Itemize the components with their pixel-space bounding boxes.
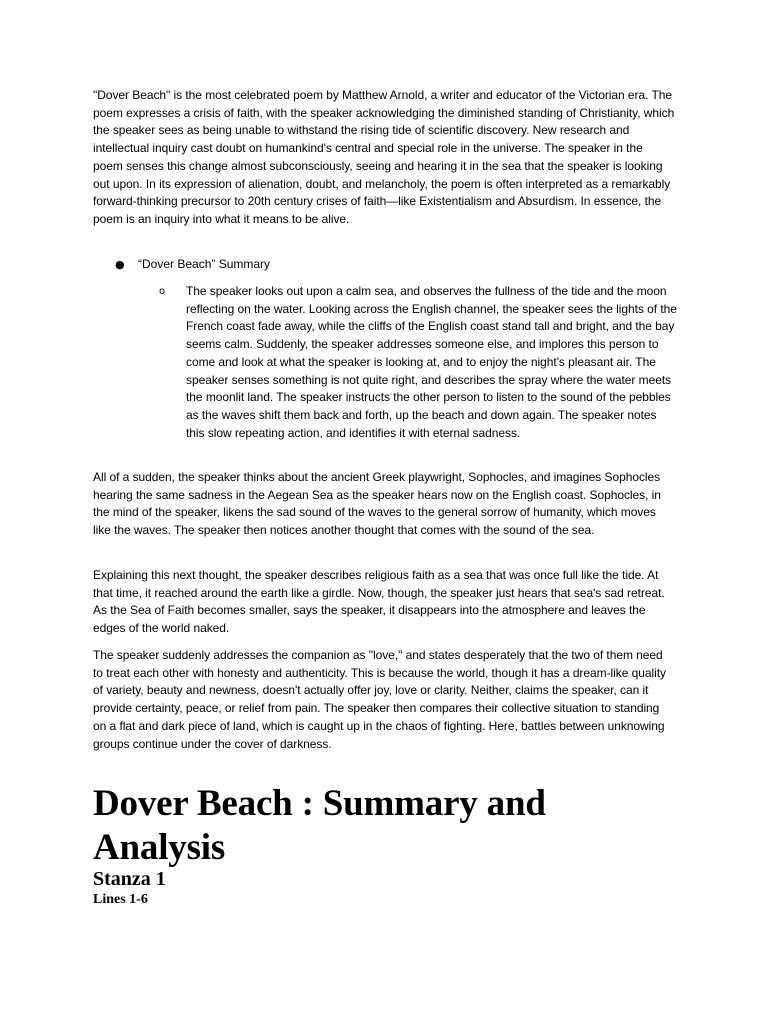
- love-paragraph: The speaker suddenly addresses the companion as "love," and states desperately that the two of them need to treat each other with honesty and authenticity. This is because the world, though it has a dream-like quality of variety, beauty and newness, doesn't actually offer joy, love or clarity. Neither, claims the speaker, can it provide certainty, peace, or relief from pain. The speaker then compares their collective situation to standing on a flat and dark piece of land, which is caught up in the chaos of fighting. Here, battles between unknowing groups continue under the cover of darkness.: [93, 648, 666, 751]
- intro-paragraph: "Dover Beach" is the most celebrated poem by Matthew Arnold, a writer and educator of the Victorian era. The poem expresses a crisis of faith, with the speaker acknowledging the diminished standing of Christianity, which the speaker sees as being unable to withstand the rising tide of scientific discovery. New research and intellectual inquiry cast doubt on humankind's central and special role in the universe. The speaker in the poem senses this change almost subconsciously, seeing and hearing it in the sea that the speaker is looking out upon. In its expression of alienation, doubt, and melancholy, the poem is often interpreted as a remarkably forward-thinking precursor to 20th century crises of faith—like Existentialism and Absurdism. In essence, the poem is an inquiry into what it means to be alive.: [93, 88, 675, 226]
- section-label: “Dover Beach” Summary: [138, 257, 271, 271]
- sub-bullet-icon: o: [159, 286, 166, 297]
- bullet-icon: ●: [115, 258, 125, 271]
- sophocles-paragraph: All of a sudden, the speaker thinks about the ancient Greek playwright, Sophocles, and imagines Sophocles hearing the same sadness in the Aegean Sea as the speaker hears now on the English coast. Sophocles, in the mind of the speaker, likens the sad sound of the waves to the general sorrow of humanity, which moves like the waves. The speaker then notices another thought that comes with the sound of the sea.: [93, 470, 661, 538]
- lines-heading: Lines 1-6: [93, 892, 148, 907]
- summary-paragraph: The speaker looks out upon a calm sea, and observes the fullness of the tide and the moon reflecting on the water. Looking across the English channel, the speaker sees the lights of the French coast fade away, while the cliffs of the English coast stand tall and bright, and the bay seems calm. Suddenly, the speaker addresses someone else, and implores this person to come and look at what the speaker is looking at, and to enjoy the night's pleasant air. The speaker senses something is not quite right, and describes the spray where the water meets the moonlit land. The speaker instructs the other person to listen to the sound of the pebbles as the waves shift them back and forth, up the beach and down again. The speaker notes this slow repeating action, and identifies it with eternal sadness.: [186, 284, 677, 440]
- faith-paragraph: Explaining this next thought, the speaker describes religious faith as a sea that was once full like the tide. At that time, it reached around the earth like a girdle. Now, though, the speaker just hears that sea's sad retreat. As the Sea of Faith becomes smaller, says the speaker, it disappears into the atmosphere and leaves the edges of the world naked.: [93, 568, 665, 636]
- bullet-list-item: [93, 256, 675, 274]
- page-title: Dover Beach : Summary and Analysis: [93, 783, 546, 868]
- stanza-heading: Stanza 1: [93, 868, 166, 890]
